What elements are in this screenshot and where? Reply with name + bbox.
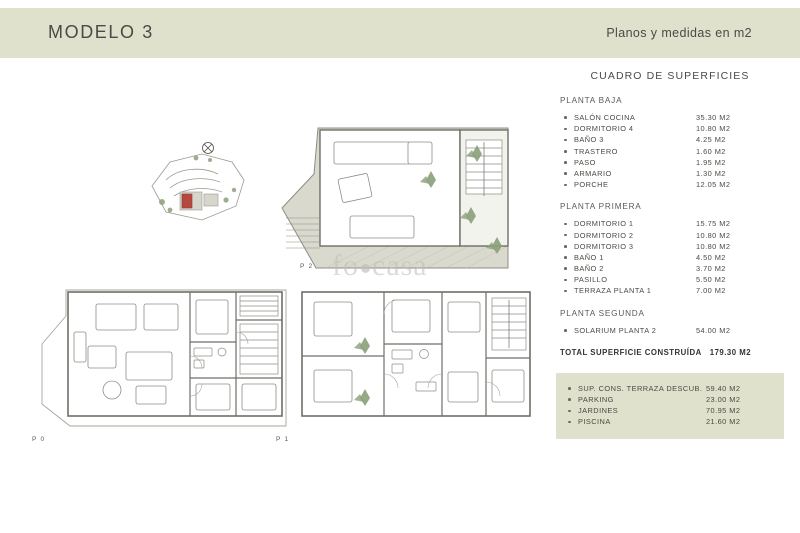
- table-row: BAÑO 3 4.25 M2: [556, 134, 784, 145]
- section-rows-planta-primera: [556, 218, 784, 296]
- table-row: DORMITORIO 2 10.80 M2: [556, 230, 784, 241]
- table-row: PASILLO 5.50 M2: [556, 274, 784, 285]
- table-row: DORMITORIO 3 10.80 M2: [556, 241, 784, 252]
- total-label: TOTAL SUPERFICIE CONSTRUÍDA: [560, 347, 702, 357]
- page-title: MODELO 3: [48, 22, 154, 42]
- watermark-left: fo: [332, 249, 359, 282]
- table-row: ARMARIO 1.30 M2: [556, 168, 784, 179]
- table-row: DORMITORIO 4 10.80 M2: [556, 123, 784, 134]
- plan-label-p0: P 0: [32, 436, 46, 443]
- plan-label-p2: P 2: [300, 263, 314, 270]
- table-row: JARDINES 70.95 M2: [560, 405, 780, 416]
- table-row: PARKING 23.00 M2: [560, 394, 780, 405]
- highlighted-plot: [182, 194, 192, 208]
- section-rows-planta-baja: [556, 112, 784, 190]
- table-row: TERRAZA PLANTA 1 7.00 M2: [556, 285, 784, 296]
- site-plan-drawing: [140, 140, 260, 230]
- table-title: CUADRO DE SUPERFICIES: [590, 70, 750, 82]
- extras-box: [556, 373, 784, 439]
- total-row: [560, 348, 784, 357]
- surface-table: [556, 70, 784, 439]
- table-row: SALÓN COCINA 35.30 M2: [556, 112, 784, 123]
- table-row: SUP. CONS. TERRAZA DESCUB. 59.40 M2: [560, 383, 780, 394]
- table-row: TRASTERO 1.60 M2: [556, 146, 784, 157]
- watermark-right: casa: [372, 249, 428, 282]
- table-row: PORCHE 12.05 M2: [556, 179, 784, 190]
- footer-margin: [0, 523, 800, 533]
- plan-p2-drawing: [276, 118, 536, 278]
- table-row: BAÑO 1 4.50 M2: [556, 252, 784, 263]
- total-value: 179.30 M2: [709, 347, 752, 357]
- north-arrow-icon: [203, 143, 214, 154]
- plan-p1-drawing: [296, 286, 536, 436]
- section-rows-planta-segunda: [556, 325, 784, 336]
- table-row: PASO 1.95 M2: [556, 157, 784, 168]
- plan-label-p1: P 1: [276, 436, 290, 443]
- table-row: PISCINA 21.60 M2: [560, 416, 780, 427]
- plan-p0-drawing: [40, 286, 288, 436]
- extras-rows: [560, 383, 780, 428]
- section-title-planta-primera: PLANTA PRIMERA: [560, 202, 642, 212]
- header-subtitle: Planos y medidas en m2: [606, 26, 752, 40]
- table-row: DORMITORIO 1 15.75 M2: [556, 218, 784, 229]
- section-title-planta-baja: PLANTA BAJA: [560, 96, 623, 105]
- section-title-planta-segunda: PLANTA SEGUNDA: [560, 308, 645, 318]
- table-row: BAÑO 2 3.70 M2: [556, 263, 784, 274]
- table-row: SOLARIUM PLANTA 2 54.00 M2: [556, 325, 784, 336]
